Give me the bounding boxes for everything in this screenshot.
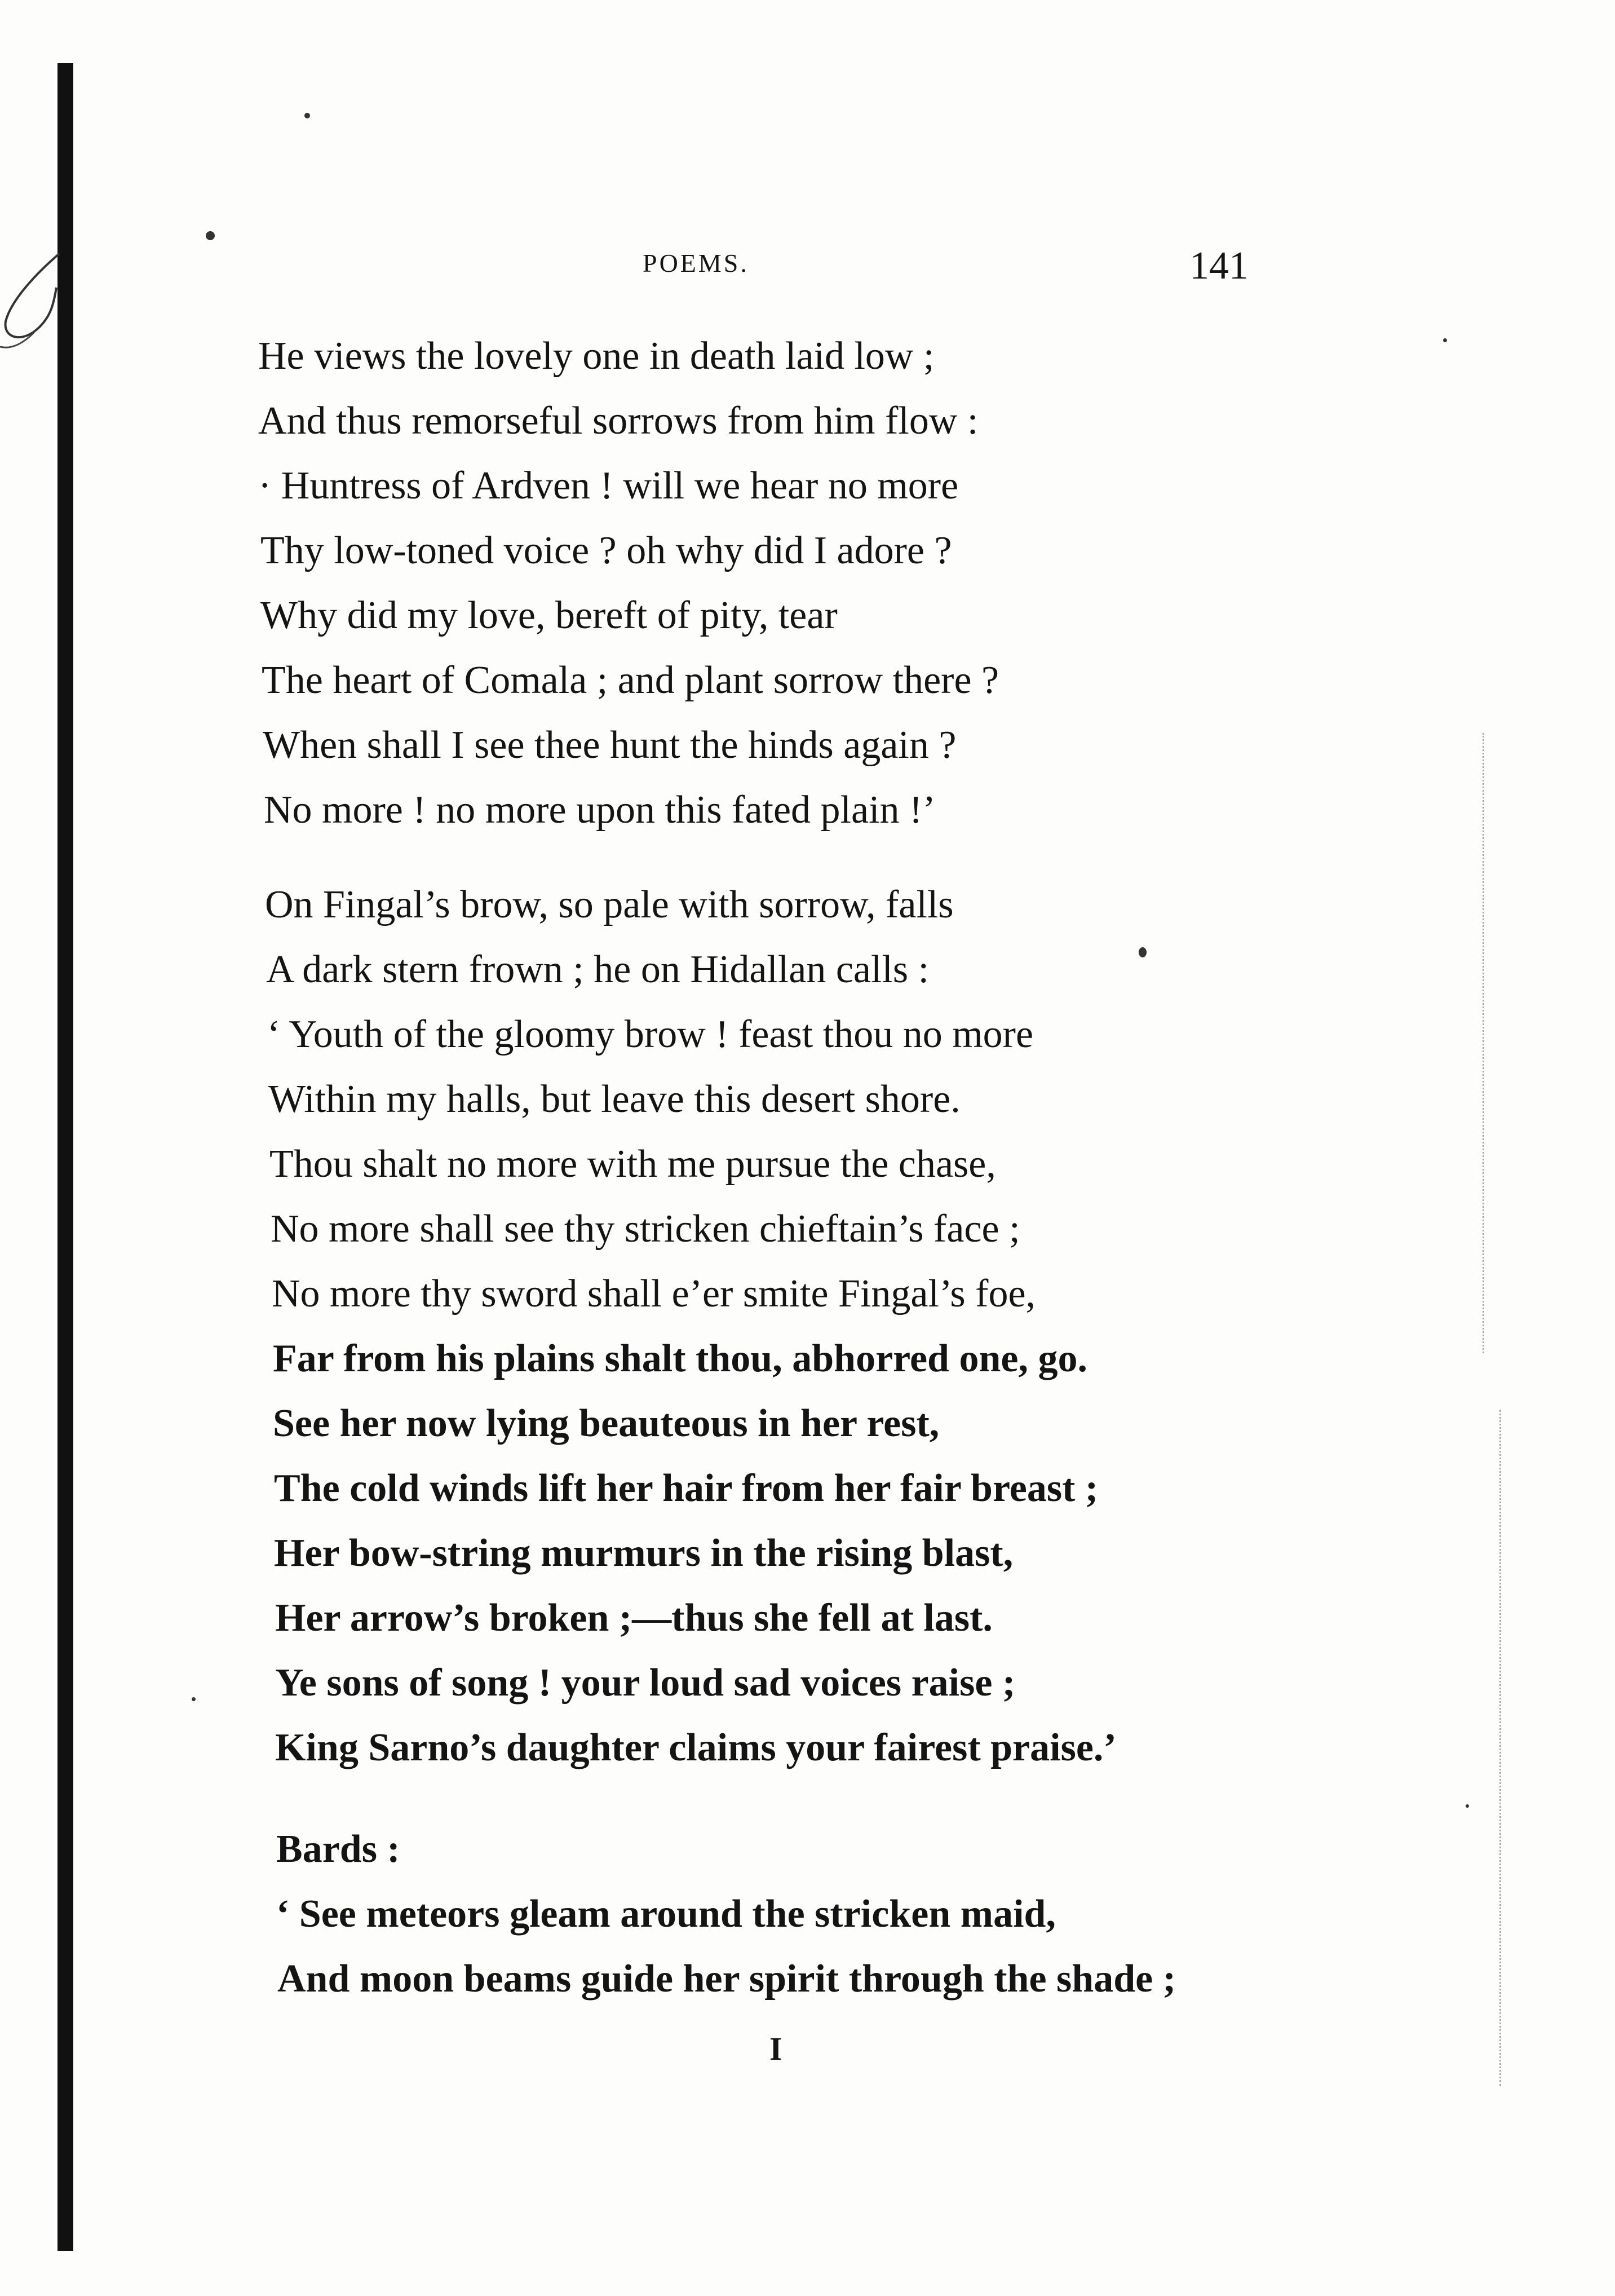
verse-line: King Sarno’s daughter claims your fairest praise.’ bbox=[275, 1726, 1117, 1769]
scan-speck bbox=[304, 113, 310, 118]
verse-line: No more thy sword shall e’er smite Fingal’s foe, bbox=[272, 1272, 1036, 1315]
verse-line: Thy low-toned voice ? oh why did I adore ? bbox=[260, 529, 952, 572]
verse-line: Why did my love, bereft of pity, tear bbox=[260, 594, 838, 637]
verse-line: No more shall see thy stricken chieftain’s face ; bbox=[271, 1207, 1020, 1251]
binding-edge bbox=[57, 63, 73, 2251]
scan-speck bbox=[206, 231, 215, 240]
running-head: POEMS. bbox=[643, 249, 749, 277]
verse-line: The heart of Comala ; and plant sorrow there ? bbox=[262, 659, 999, 702]
scan-speck bbox=[1443, 338, 1447, 342]
verse-line: Within my halls, but leave this desert shore. bbox=[268, 1078, 961, 1121]
scan-speck bbox=[1139, 947, 1147, 957]
speaker-label: Bards : bbox=[276, 1827, 400, 1871]
verse-line: A dark stern frown ; he on Hidallan calls : bbox=[266, 948, 930, 991]
verse-line: ‘ See meteors gleam around the stricken maid, bbox=[276, 1892, 1056, 1936]
verse-line: · Huntress of Ardven ! will we hear no more bbox=[258, 464, 959, 507]
signature-mark: I bbox=[769, 2030, 782, 2067]
verse-line: No more ! no more upon this fated plain !’ bbox=[264, 788, 936, 832]
scan-speck bbox=[192, 1697, 196, 1701]
verse-line: Thou shalt no more with me pursue the chase, bbox=[269, 1142, 996, 1186]
verse-line: Ye sons of song ! your loud sad voices raise ; bbox=[275, 1661, 1016, 1705]
page-number: 141 bbox=[1189, 244, 1249, 288]
verse-line: Her arrow’s broken ;—thus she fell at last. bbox=[275, 1596, 993, 1640]
verse-line: He views the lovely one in death laid low ; bbox=[258, 334, 935, 378]
pencil-mark bbox=[0, 248, 62, 361]
verse-line: ‘ Youth of the gloomy brow ! feast thou no more bbox=[267, 1013, 1034, 1056]
verse-line: See her now lying beauteous in her rest, bbox=[273, 1402, 940, 1445]
scan-noise bbox=[1499, 1410, 1501, 2086]
scan-speck bbox=[1466, 1804, 1469, 1808]
verse-line: On Fingal’s brow, so pale with sorrow, falls bbox=[265, 883, 954, 926]
verse-line: The cold winds lift her hair from her fair breast ; bbox=[274, 1467, 1099, 1510]
verse-line: And moon beams guide her spirit through the shade ; bbox=[277, 1957, 1176, 2001]
scan-noise bbox=[1483, 733, 1484, 1353]
verse-line: And thus remorseful sorrows from him flow : bbox=[258, 399, 979, 443]
verse-line: Far from his plains shalt thou, abhorred one, go. bbox=[273, 1337, 1087, 1380]
verse-line: When shall I see thee hunt the hinds again ? bbox=[263, 723, 957, 767]
verse-line: Her bow-string murmurs in the rising blast, bbox=[274, 1531, 1014, 1575]
